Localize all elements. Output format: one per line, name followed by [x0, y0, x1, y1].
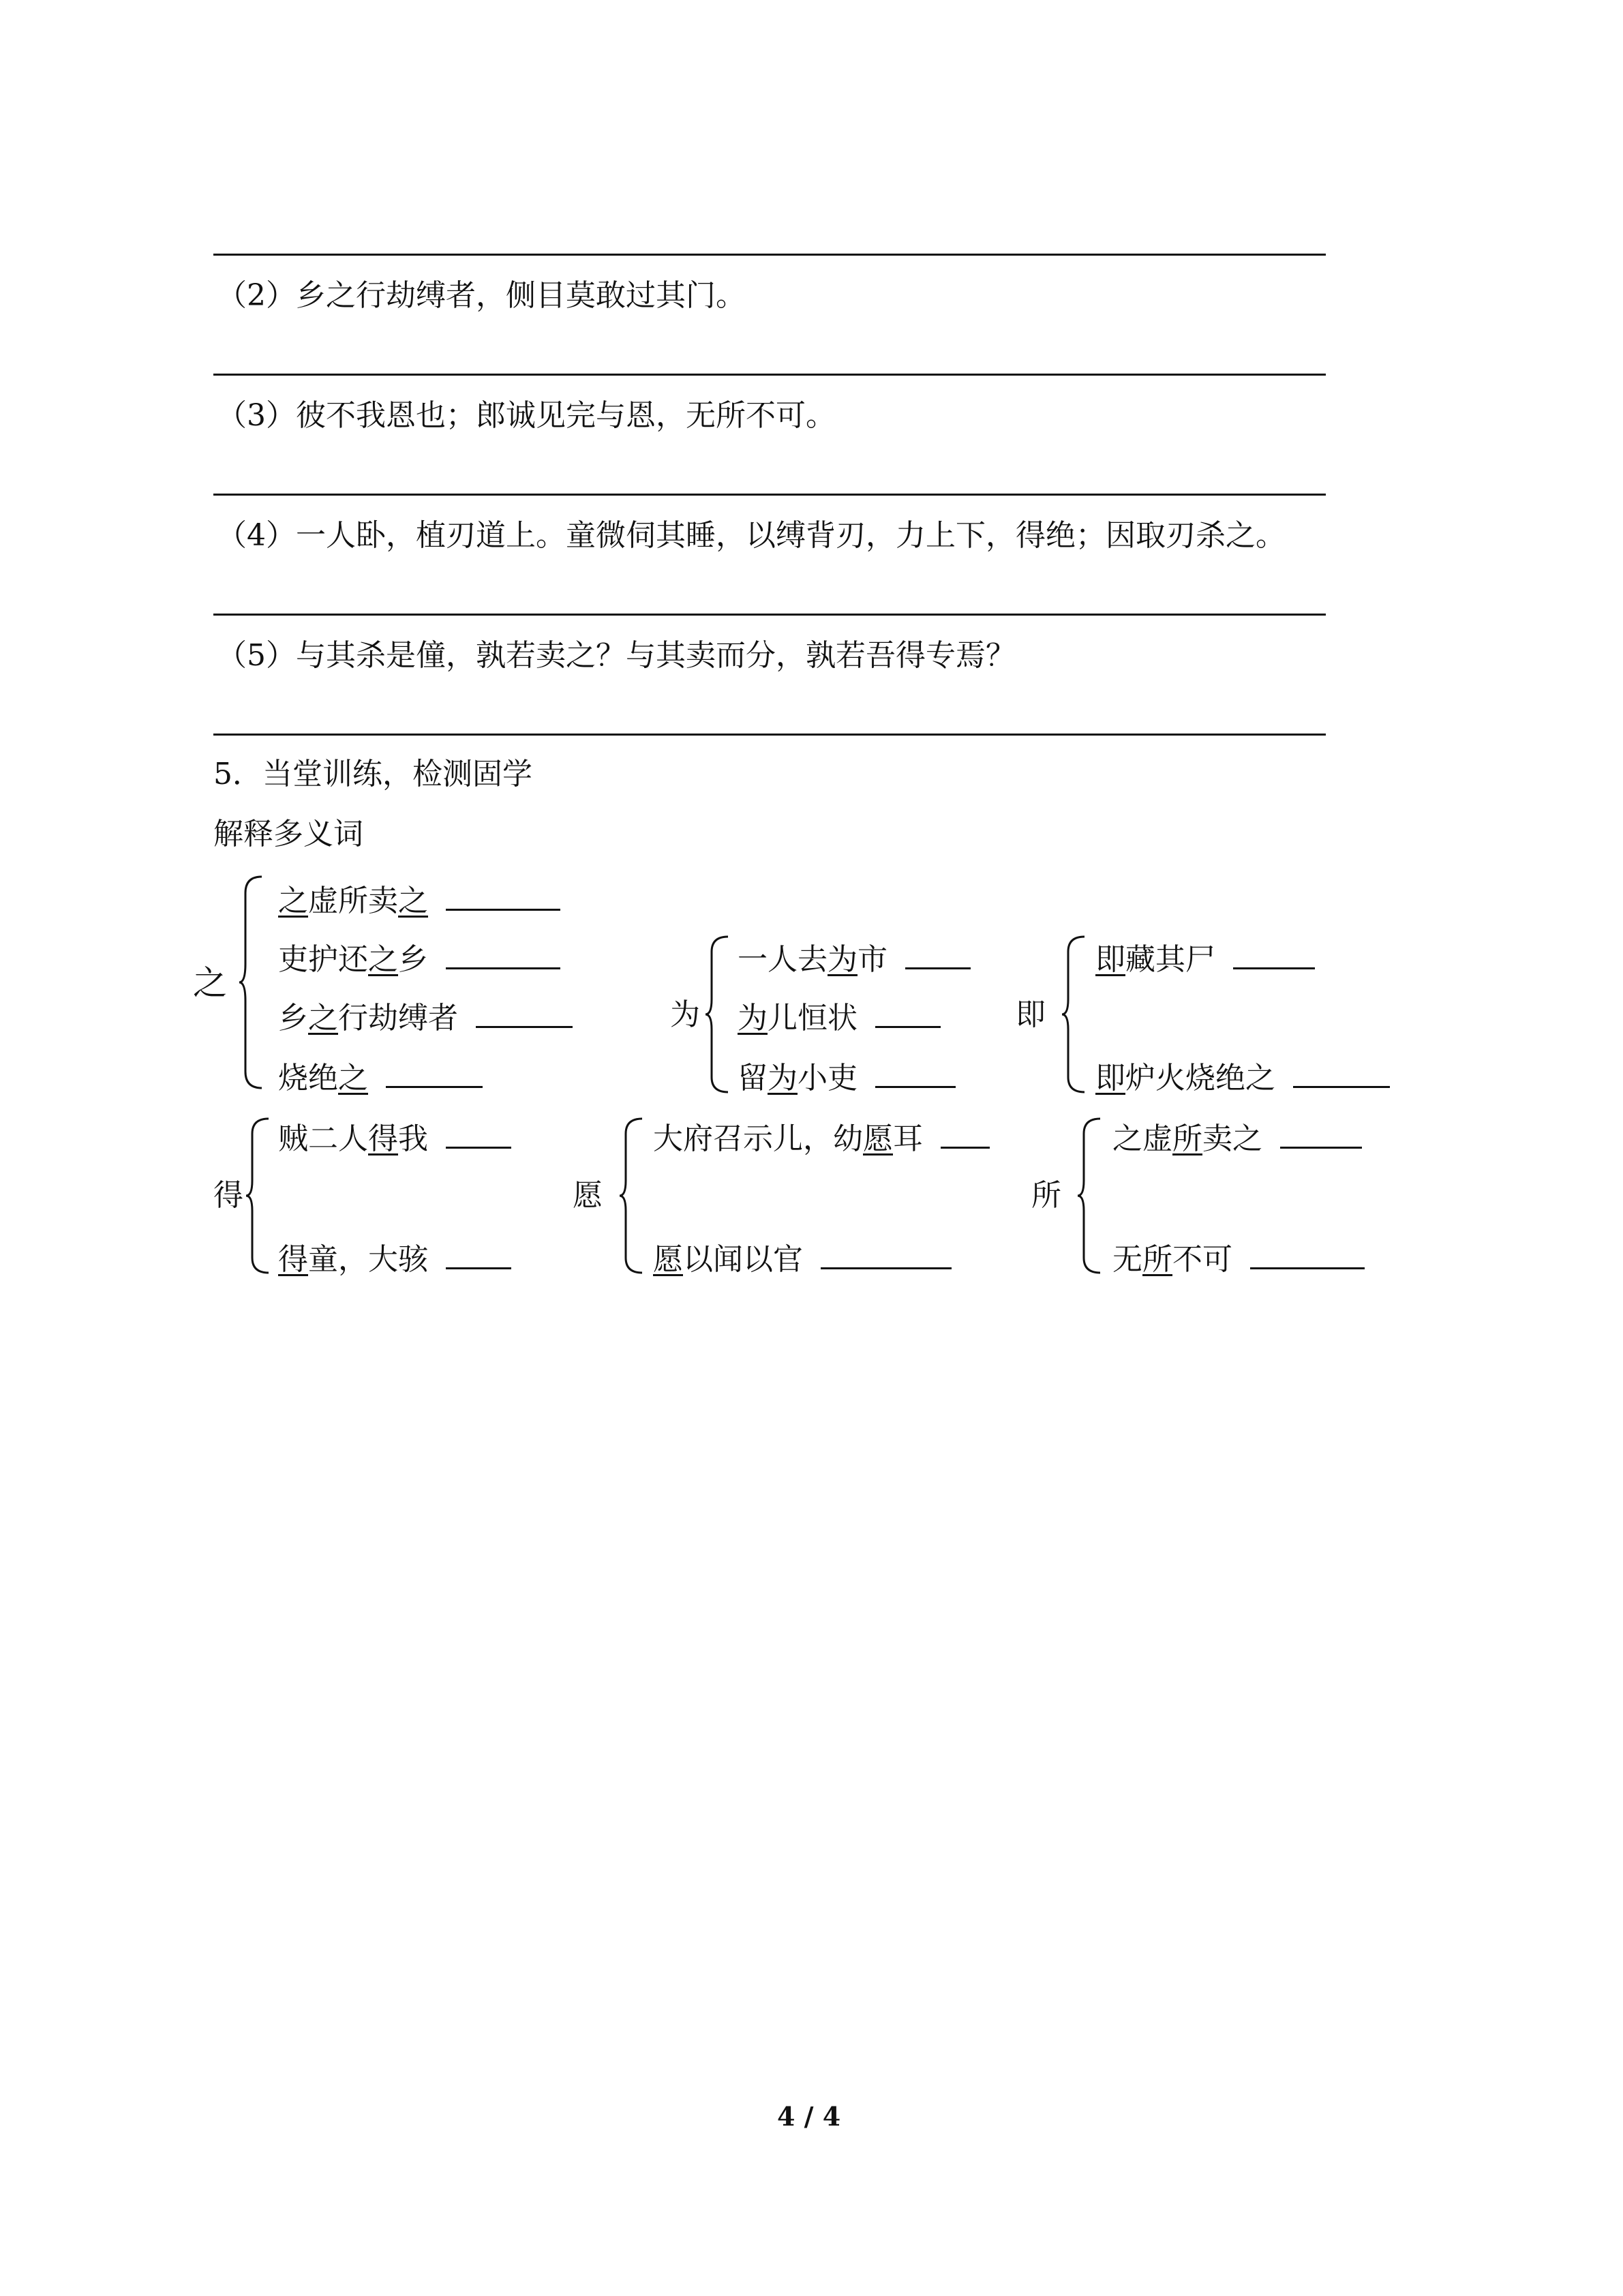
zhi-blank-1[interactable] — [446, 879, 560, 911]
question-2: （2）乡之行劫缚者，侧目莫敢过其门。 — [217, 278, 746, 313]
de-label: 得 — [213, 1178, 243, 1213]
page-number: 4 / 4 — [777, 2101, 841, 2132]
wei-item-2: 为儿恒状 — [738, 996, 941, 1038]
answer-line-4[interactable] — [213, 614, 1326, 616]
wei-label: 为 — [670, 997, 700, 1032]
de-blank-2[interactable] — [446, 1237, 511, 1269]
de-item-2: 得童，大骇 — [278, 1237, 511, 1279]
section-title: 5．当堂训练，检测固学 — [213, 757, 532, 791]
answer-line-3[interactable] — [213, 494, 1326, 496]
zhi-item-4: 烧绝之 — [278, 1056, 483, 1098]
wei-blank-1[interactable] — [905, 937, 971, 969]
wei-blank-2[interactable] — [875, 996, 941, 1028]
question-4: （4）一人卧，植刃道上。童微伺其睡，以缚背刃，力上下，得绝；因取刃杀之。 — [217, 518, 1286, 553]
ji-item-1: 即藏其尸 — [1095, 937, 1315, 979]
suo-blank-2[interactable] — [1250, 1237, 1365, 1269]
wei-brace-icon — [703, 934, 733, 1095]
ji-label: 即 — [1016, 997, 1046, 1032]
de-brace-icon — [244, 1116, 274, 1275]
zhi-item-2: 吏护还之乡 — [278, 937, 560, 979]
zhi-brace-icon — [237, 874, 267, 1091]
suo-label: 所 — [1031, 1178, 1061, 1213]
zhi-blank-2[interactable] — [446, 937, 560, 969]
yuan-item-1: 大府召示儿，幼愿耳 — [653, 1117, 990, 1158]
ji-blank-1[interactable] — [1233, 937, 1315, 969]
zhi-label: 之 — [193, 963, 227, 1003]
ji-item-2: 即炉火烧绝之 — [1095, 1056, 1390, 1098]
zhi-item-1: 之虚所卖之 — [278, 879, 560, 920]
de-item-1: 贼二人得我 — [278, 1117, 511, 1158]
yuan-blank-2[interactable] — [821, 1237, 952, 1269]
question-3: （3）彼不我恩也；郎诚见完与恩，无所不可。 — [217, 398, 836, 433]
answer-line-2[interactable] — [213, 374, 1326, 376]
yuan-item-2: 愿以闻以官 — [653, 1237, 952, 1279]
ji-blank-2[interactable] — [1293, 1056, 1390, 1088]
yuan-label: 愿 — [573, 1178, 603, 1213]
yuan-brace-icon — [618, 1116, 648, 1275]
answer-line-1[interactable] — [213, 254, 1326, 256]
zhi-item-3: 乡之行劫缚者 — [278, 996, 573, 1038]
wei-item-3: 留为小吏 — [738, 1056, 956, 1098]
ji-brace-icon — [1060, 934, 1090, 1095]
wei-blank-3[interactable] — [875, 1056, 956, 1088]
wei-item-1: 一人去为市 — [738, 937, 971, 979]
zhi-blank-3[interactable] — [476, 996, 573, 1028]
suo-item-1: 之虚所卖之 — [1112, 1117, 1362, 1158]
de-blank-1[interactable] — [446, 1117, 511, 1149]
suo-blank-1[interactable] — [1280, 1117, 1362, 1149]
question-5: （5）与其杀是僮，孰若卖之？与其卖而分，孰若吾得专焉？ — [217, 638, 1016, 673]
suo-item-2: 无所不可 — [1112, 1237, 1365, 1279]
zhi-blank-4[interactable] — [386, 1056, 483, 1088]
suo-brace-icon — [1076, 1116, 1106, 1275]
answer-line-5[interactable] — [213, 734, 1326, 736]
section-subtitle: 解释多义词 — [213, 817, 363, 851]
yuan-blank-1[interactable] — [941, 1117, 990, 1149]
